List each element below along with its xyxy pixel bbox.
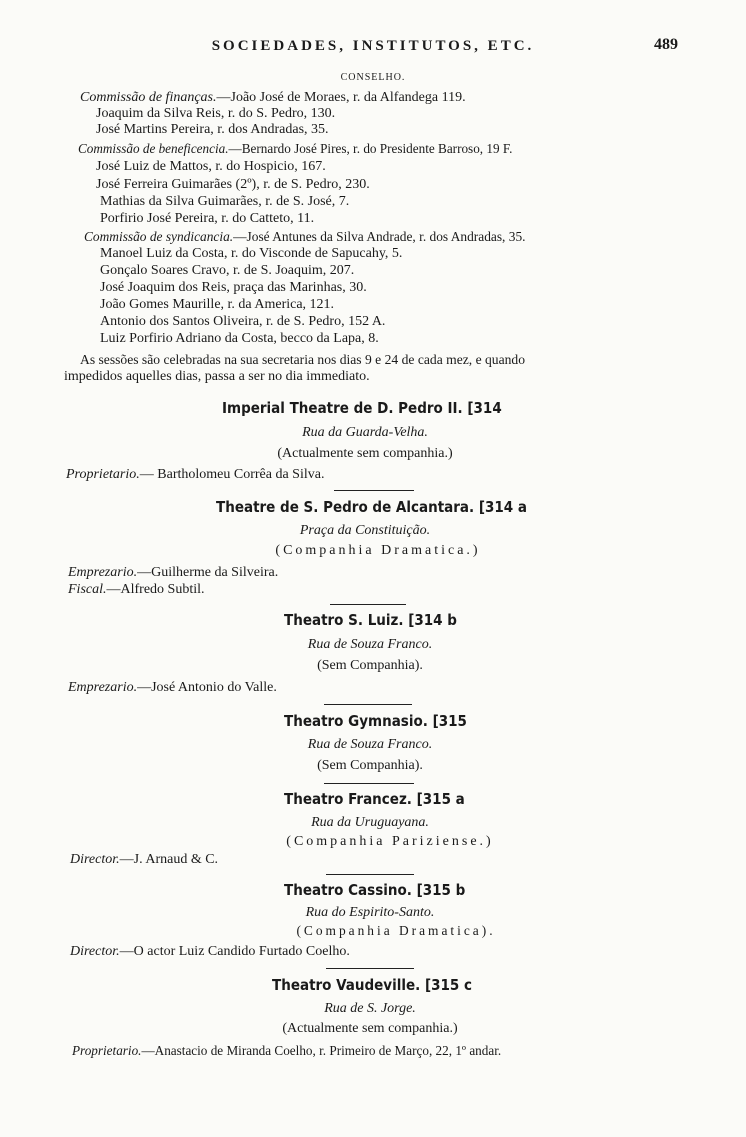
commission-line: Commissão de finanças.—João José de Moraes, r. da Alfandega 119. — [80, 90, 466, 105]
theatre-person-line: Emprezario.—Guilherme da Silveira. — [68, 565, 279, 580]
person-role: Proprietario. — [66, 467, 140, 482]
theatre-street: Rua de Souza Franco. — [307, 637, 433, 652]
page-header: SOCIEDADES, INSTITUTOS, ETC. — [211, 38, 535, 54]
theatre-person-line: Fiscal.—Alfredo Subtil. — [68, 582, 205, 597]
theatre-street: Rua da Guarda-Velha. — [302, 425, 428, 440]
commission-line: José Luiz de Mattos, r. do Hospicio, 167. — [96, 159, 326, 174]
commission-line: Luiz Porfirio Adriano da Costa, becco da Lapa, 8. — [100, 331, 379, 346]
sessions-line: impedidos aquelles dias, passa a ser no dia immediato. — [64, 369, 370, 384]
theatre-ref: [315 a — [416, 790, 465, 808]
theatre-person-line: Emprezario.—José Antonio do Valle. — [68, 680, 277, 695]
section-subtitle: CONSELHO. — [340, 72, 406, 83]
commission-label: Commissão de beneficencia. — [78, 141, 229, 156]
person-role: Director. — [70, 852, 120, 867]
theatre-title: Theatro S. Luiz. [314 b — [284, 611, 457, 629]
commission-line: Joaquim da Silva Reis, r. do S. Pedro, 130. — [96, 106, 336, 121]
theatre-title: Theatro Gymnasio. [315 — [284, 712, 467, 730]
commission-line: Mathias da Silva Guimarães, r. de S. José, 7. — [100, 194, 350, 209]
section-divider — [326, 968, 414, 969]
theatre-ref: [314 — [467, 399, 502, 417]
commission-line: José Joaquim dos Reis, praça das Marinhas, 30. — [100, 280, 367, 295]
sessions-line: As sessões são celebradas na sua secretaria nos dias 9 e 24 de cada mez, e quando — [80, 352, 526, 367]
theatre-status: (Actualmente sem companhia.) — [282, 1021, 458, 1036]
theatre-title: Imperial Theatre de D. Pedro II. [314 — [222, 399, 502, 417]
theatre-person-line: Proprietario.—Anastacio de Miranda Coelho, r. Primeiro de Março, 22, 1º andar. — [72, 1043, 502, 1058]
commission-label: Commissão de finanças. — [80, 90, 217, 105]
theatre-status: (Actualmente sem companhia.) — [277, 446, 453, 461]
theatre-title: Theatro Vaudeville. [315 c — [272, 976, 472, 994]
theatre-title: Theatro Cassino. [315 b — [284, 881, 466, 899]
theatre-street: Rua da Uruguayana. — [311, 815, 429, 830]
commission-label: Commissão de syndicancia. — [84, 229, 234, 244]
theatre-street: Rua do Espirito-Santo. — [305, 905, 435, 920]
commission-line: José Ferreira Guimarães (2º), r. de S. Pedro, 230. — [96, 177, 370, 192]
theatre-title: Theatre de S. Pedro de Alcantara. [314 a — [216, 498, 527, 516]
theatre-person-line: Director.—O actor Luiz Candido Furtado Coelho. — [70, 944, 350, 959]
theatre-status: (Sem Companhia). — [317, 658, 423, 673]
commission-line: Gonçalo Soares Cravo, r. de S. Joaquim, 207. — [100, 263, 355, 278]
theatre-ref: [315 c — [424, 976, 472, 994]
section-divider — [334, 490, 414, 491]
theatre-ref: [314 a — [478, 498, 527, 516]
person-role: Emprezario. — [68, 565, 138, 580]
theatre-ref: [314 b — [408, 611, 457, 629]
person-role: Proprietario. — [72, 1043, 142, 1058]
section-divider — [330, 604, 406, 605]
theatre-street: Rua de S. Jorge. — [324, 1001, 416, 1016]
theatre-street: Praça da Constituição. — [299, 523, 431, 538]
theatre-status: (Companhia Dramatica.) — [275, 543, 481, 558]
section-divider — [326, 874, 414, 875]
commission-line: Manoel Luiz da Costa, r. do Visconde de Sapucahy, 5. — [100, 246, 403, 261]
theatre-status: (Companhia Dramatica). — [296, 923, 496, 938]
person-role: Emprezario. — [68, 680, 138, 695]
theatre-title: Theatro Francez. [315 a — [284, 790, 465, 808]
theatre-status: (Companhia Pariziense.) — [286, 834, 494, 849]
section-divider — [324, 783, 414, 784]
commission-line: Antonio dos Santos Oliveira, r. de S. Pedro, 152 A. — [100, 314, 386, 329]
commission-line: Commissão de syndicancia.—José Antunes da Silva Andrade, r. dos Andradas, 35. — [84, 229, 526, 244]
theatre-person-line: Director.—J. Arnaud & C. — [70, 852, 219, 867]
theatre-ref: [315 — [432, 712, 467, 730]
person-role: Director. — [70, 944, 120, 959]
theatre-person-line: Proprietario.— Bartholomeu Corrêa da Silva. — [66, 467, 325, 482]
commission-line: João Gomes Maurille, r. da America, 121. — [100, 297, 335, 312]
commission-line: Porfirio José Pereira, r. do Catteto, 11. — [100, 211, 315, 226]
section-divider — [324, 704, 412, 705]
commission-line: José Martins Pereira, r. dos Andradas, 35. — [96, 122, 329, 137]
commission-line: Commissão de beneficencia.—Bernardo José Pires, r. do Presidente Barroso, 19 F. — [78, 141, 513, 156]
person-role: Fiscal. — [68, 582, 107, 597]
theatre-ref: [315 b — [416, 881, 466, 899]
theatre-status: (Sem Companhia). — [317, 758, 423, 773]
theatre-street: Rua de Souza Franco. — [307, 737, 433, 752]
page-number: 489 — [654, 36, 678, 53]
